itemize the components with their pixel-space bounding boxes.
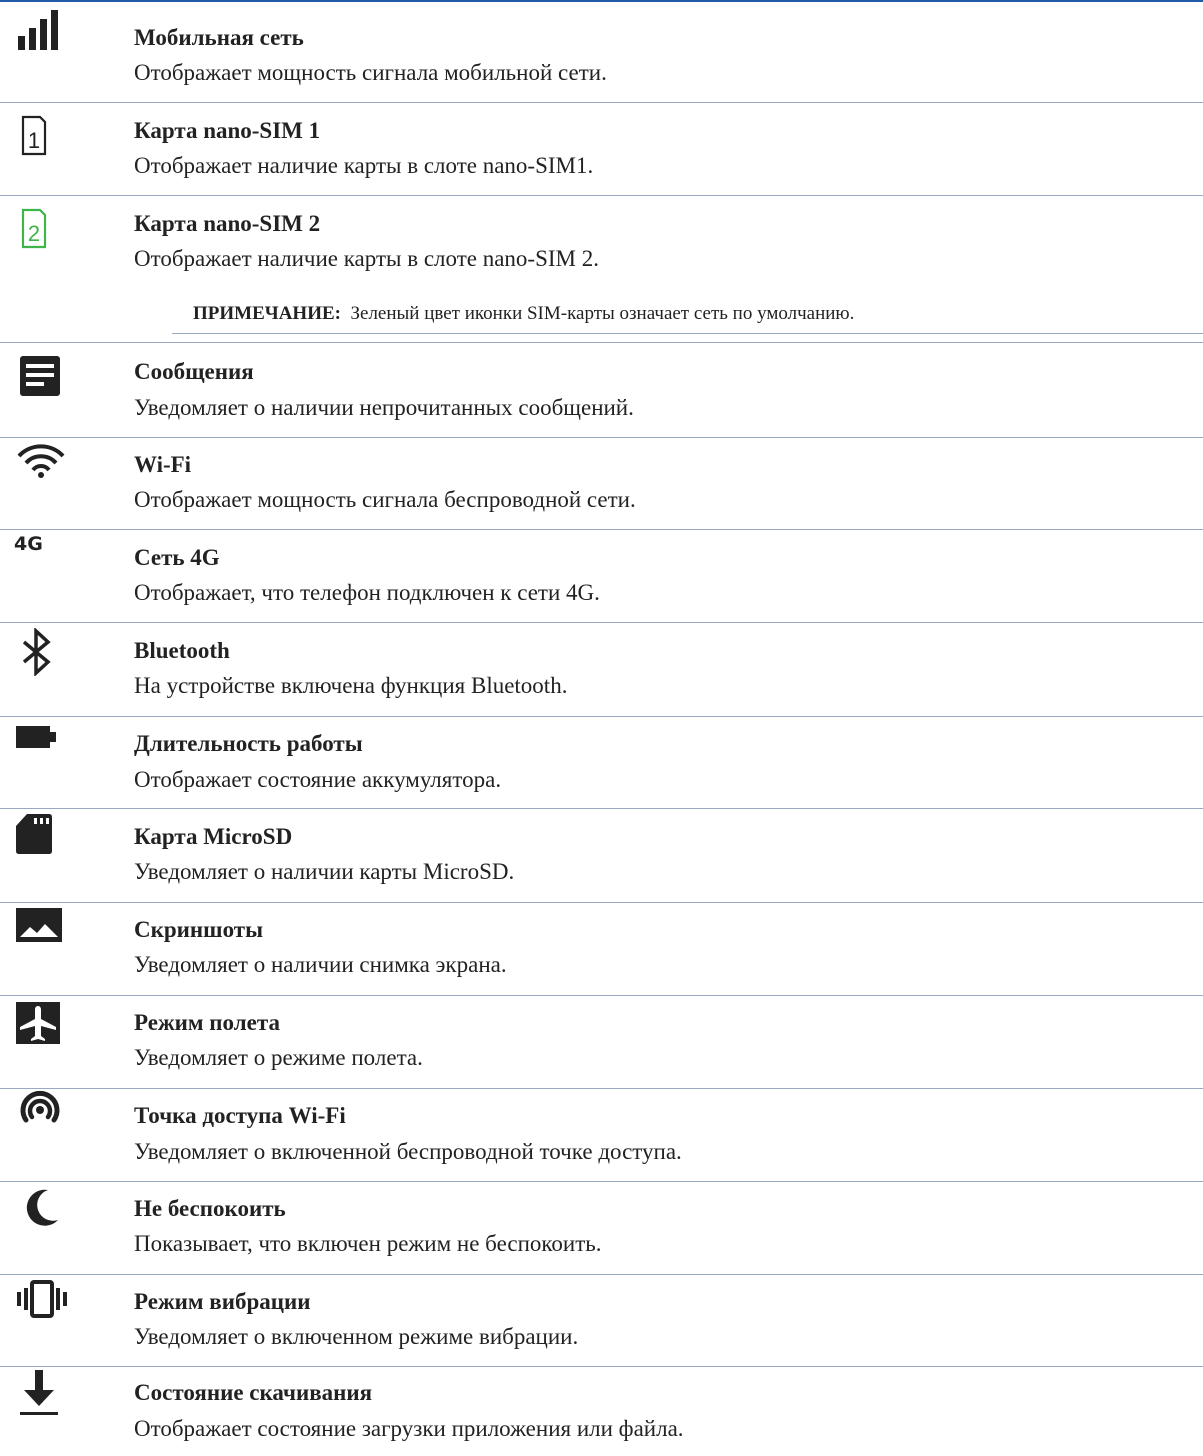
item-description: Отображает наличие карты в слоте nano-SIM1. xyxy=(134,153,594,178)
item-title: Bluetooth xyxy=(134,638,230,663)
separator xyxy=(0,995,1203,996)
item-description: Отображает состояние загрузки приложения или файла. xyxy=(134,1416,684,1441)
item-description: Отображает, что телефон подключен к сети 4G. xyxy=(134,580,600,605)
note-label: ПРИМЕЧАНИЕ: xyxy=(193,303,341,324)
item-title: Карта nano-SIM 1 xyxy=(134,118,321,143)
item-description: Отображает мощность сигнала мобильной сети. xyxy=(134,60,607,85)
item-title: Режим вибрации xyxy=(134,1289,311,1314)
do-not-disturb-icon xyxy=(14,1184,74,1232)
separator xyxy=(0,1274,1203,1275)
item-title: Сеть 4G xyxy=(134,545,220,570)
item-description: Отображает наличие карты в слоте nano-SIM 2. xyxy=(134,246,599,271)
item-description: Отображает мощность сигнала беспроводной сети. xyxy=(134,487,636,512)
wifi-icon xyxy=(14,438,74,486)
airplane-icon xyxy=(14,1000,74,1048)
separator xyxy=(0,622,1203,623)
nano-sim-1-icon xyxy=(14,112,74,160)
messages-icon xyxy=(14,352,74,400)
bluetooth-icon xyxy=(14,628,74,676)
item-description: На устройстве включена функция Bluetooth. xyxy=(134,673,568,698)
separator xyxy=(0,716,1203,717)
nano-sim-2-icon xyxy=(14,205,74,253)
separator xyxy=(0,437,1203,438)
item-description: Уведомляет о наличии карты MicroSD. xyxy=(134,859,515,884)
separator xyxy=(0,102,1203,103)
download-icon xyxy=(14,1368,74,1416)
top-rule xyxy=(0,0,1203,2)
separator xyxy=(0,808,1203,809)
separator xyxy=(0,195,1203,196)
item-title: Wi-Fi xyxy=(134,452,192,477)
item-description: Уведомляет о включенной беспроводной точке доступа. xyxy=(134,1139,682,1164)
item-title: Карта nano-SIM 2 xyxy=(134,211,321,236)
item-title: Мобильная сеть xyxy=(134,25,304,50)
hotspot-icon xyxy=(14,1090,74,1138)
item-title: Длительность работы xyxy=(134,731,363,756)
4g-icon xyxy=(14,530,74,578)
item-title: Режим полета xyxy=(134,1010,280,1035)
separator xyxy=(0,902,1203,903)
note xyxy=(193,302,854,326)
item-description: Уведомляет о включенном режиме вибрации. xyxy=(134,1324,579,1349)
separator xyxy=(0,1366,1203,1367)
separator xyxy=(0,1181,1203,1182)
item-title: Не беспокоить xyxy=(134,1196,286,1221)
item-description: Показывает, что включен режим не беспокоить. xyxy=(134,1231,602,1256)
battery-icon xyxy=(14,722,74,770)
microsd-icon xyxy=(14,812,74,860)
item-title: Сообщения xyxy=(134,359,254,384)
svg-text:1: 1 xyxy=(27,128,41,153)
separator xyxy=(0,1088,1203,1089)
svg-text:2: 2 xyxy=(27,221,41,246)
note-text: Зеленый цвет иконки SIM-карты означает сеть по умолчанию. xyxy=(350,303,855,324)
item-description: Отображает состояние аккумулятора. xyxy=(134,767,502,792)
screenshot-icon xyxy=(14,906,74,954)
item-description: Уведомляет о режиме полета. xyxy=(134,1045,423,1070)
svg-text:4G: 4G xyxy=(14,533,43,555)
item-title: Карта MicroSD xyxy=(134,824,293,849)
vibration-icon xyxy=(14,1280,74,1328)
separator xyxy=(0,342,1203,343)
separator xyxy=(172,333,1203,334)
mobile-signal-icon xyxy=(14,8,74,56)
item-description: Уведомляет о наличии снимка экрана. xyxy=(134,952,507,977)
item-title: Точка доступа Wi-Fi xyxy=(134,1103,346,1128)
separator xyxy=(0,529,1203,530)
item-description: Уведомляет о наличии непрочитанных сообщений. xyxy=(134,395,634,420)
item-title: Скриншоты xyxy=(134,917,264,942)
item-title: Состояние скачивания xyxy=(134,1380,373,1405)
